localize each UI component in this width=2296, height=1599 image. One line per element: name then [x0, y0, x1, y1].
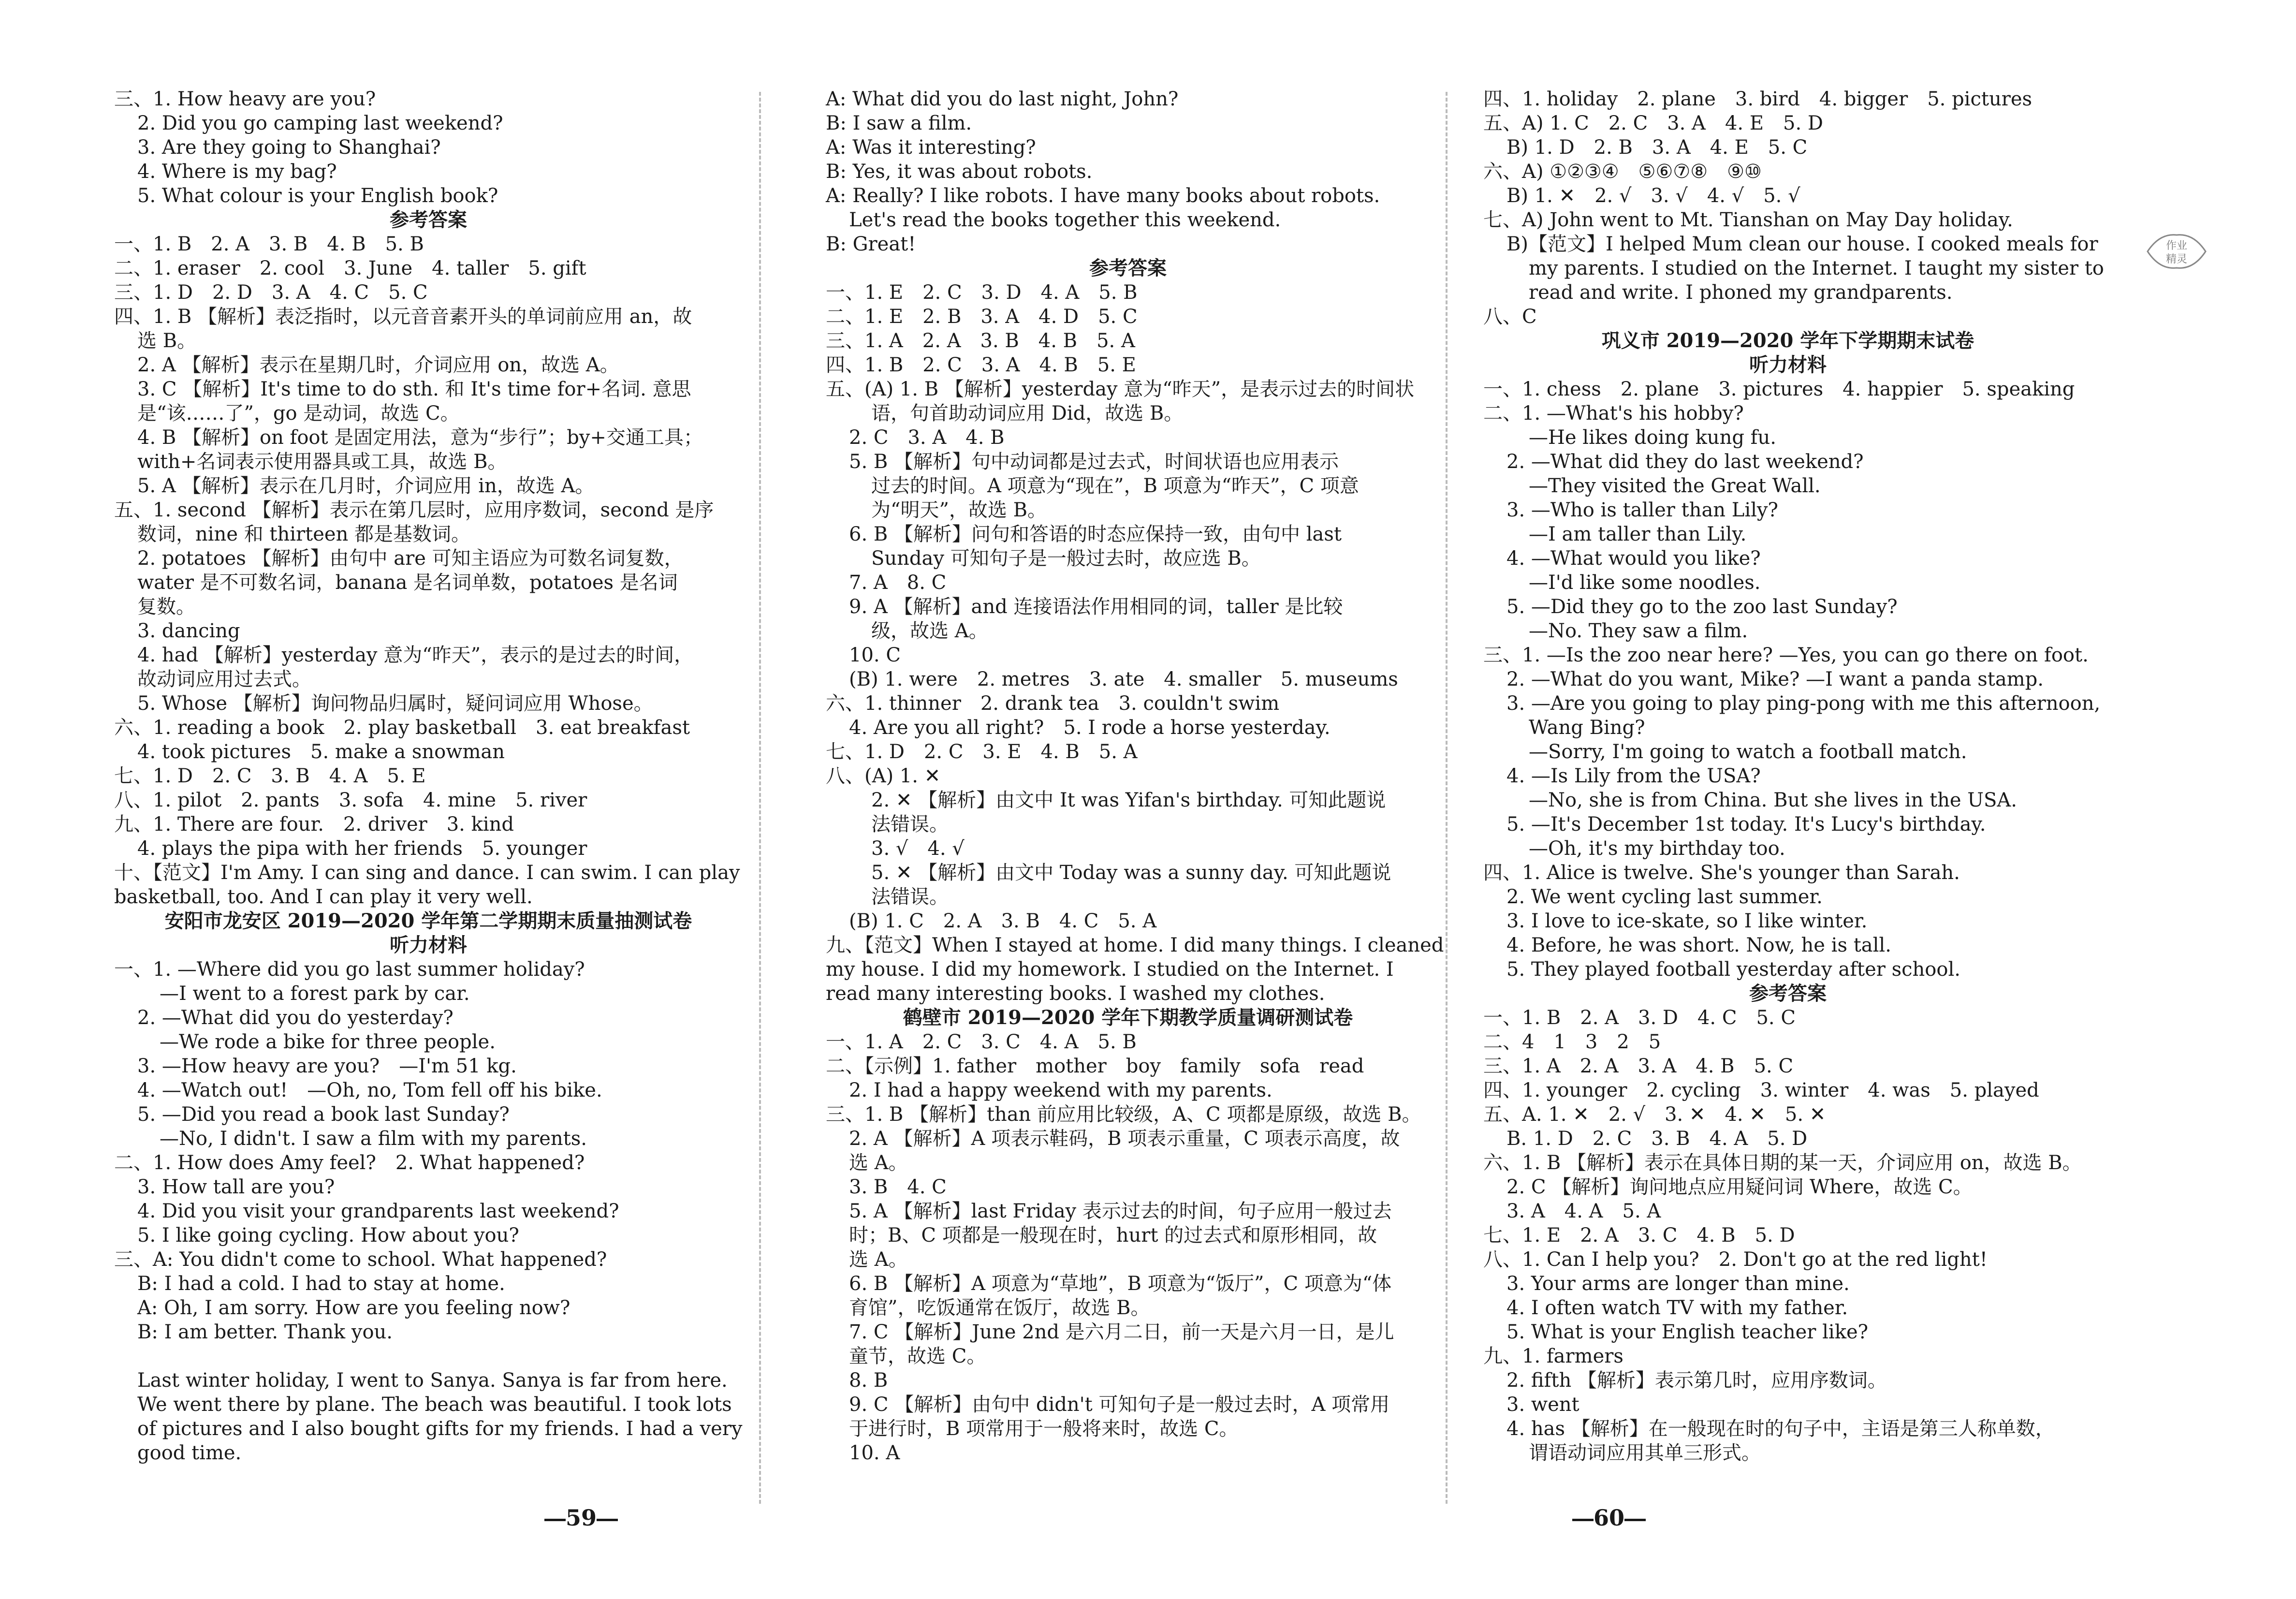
- section-heading: 参考答案: [1089, 257, 1167, 279]
- answer-line: B: Yes, it was about robots.: [826, 161, 1093, 183]
- section-heading: 听力材料: [390, 934, 467, 956]
- answer-line: —No. They saw a film.: [1529, 620, 1748, 642]
- answer-line: 5. —Did you read a book last Sunday?: [137, 1103, 510, 1126]
- answer-line: 4. took pictures 5. make a snowman: [137, 741, 505, 763]
- section-heading: 参考答案: [1749, 982, 1827, 1005]
- answer-line: 时；B、C 项都是一般现在时，hurt 的过去式和原形相同，故: [849, 1224, 1377, 1247]
- answer-line: 5. —It's December 1st today. It's Lucy's birthday.: [1506, 813, 1986, 836]
- answer-line: —I'd like some noodles.: [1529, 572, 1761, 594]
- answer-line: 2. —What do you want, Mike? —I want a panda stamp.: [1506, 668, 2044, 690]
- answer-line: 4. —What would you like?: [1506, 547, 1761, 570]
- answer-line: B: I am better. Thank you.: [137, 1321, 393, 1343]
- answer-line: 3. —How heavy are you? —I'm 51 kg.: [137, 1055, 517, 1077]
- answer-line: 故动词应用过去式。: [137, 668, 311, 690]
- answer-line: basketball, too. And I can play it very well.: [114, 886, 533, 908]
- answer-line: 一、1. —Where did you go last summer holiday?: [114, 958, 585, 981]
- answer-line: 九、【范文】When I stayed at home. I did many things. I cleaned: [826, 934, 1444, 956]
- answer-line: 法错误。: [871, 886, 949, 908]
- answer-line: 2. A 【解析】A 项表示鞋码，B 项表示重量，C 项表示高度，故: [849, 1128, 1400, 1150]
- answer-line: —No, I didn't. I saw a film with my parents.: [160, 1128, 587, 1150]
- answer-line: 5. They played football yesterday after school.: [1506, 958, 1960, 981]
- answer-line: read and write. I phoned my grandparents.: [1529, 281, 1953, 304]
- answer-line: B)【范文】I helped Mum clean our house. I cooked meals for: [1506, 233, 2098, 255]
- column-divider: [1446, 92, 1448, 1504]
- answer-line: 2. potatoes 【解析】由句中 are 可知主语应为可数名词复数，: [137, 547, 684, 570]
- answer-line: (B) 1. C 2. A 3. B 4. C 5. A: [849, 910, 1157, 932]
- answer-line: 七、1. D 2. C 3. E 4. B 5. A: [826, 741, 1138, 763]
- answer-line: 7. A 8. C: [849, 572, 947, 594]
- section-heading: 参考答案: [390, 208, 467, 231]
- answer-line: —Sorry, I'm going to watch a football match.: [1529, 741, 1967, 763]
- answer-line: 3. How tall are you?: [137, 1176, 335, 1198]
- answer-line: 四、1. holiday 2. plane 3. bird 4. bigger 5. pictures: [1483, 88, 2033, 110]
- answer-line: 九、1. There are four. 2. driver 3. kind: [114, 813, 514, 836]
- svg-text:作业: 作业: [2165, 240, 2188, 252]
- section-heading: 巩义市 2019—2020 学年下学期期末试卷: [1601, 329, 1974, 352]
- answer-line: 谓语动词应用其单三形式。: [1529, 1442, 1761, 1464]
- answer-line: A: Really? I like robots. I have many books about robots.: [826, 185, 1380, 207]
- answer-line: 3. I love to ice-skate, so I like winter.: [1506, 910, 1868, 932]
- answer-line: (B) 1. were 2. metres 3. ate 4. smaller 5. museums: [849, 668, 1398, 690]
- answer-line: 级，故选 A。: [871, 620, 988, 642]
- answer-line: B) 1. ✕ 2. √ 3. √ 4. √ 5. √: [1506, 185, 1800, 207]
- answer-line: 2. fifth 【解析】表示第几时，应用序数词。: [1506, 1369, 1887, 1392]
- answer-line: 于进行时，B 项常用于一般将来时，故选 C。: [849, 1418, 1239, 1440]
- answer-line: 5. ✕ 【解析】由文中 Today was a sunny day. 可知此题说: [871, 862, 1391, 884]
- answer-line: 4. —Watch out! —Oh, no, Tom fell off his bike.: [137, 1079, 602, 1101]
- answer-line: 6. B 【解析】问句和答语的时态应保持一致，由句中 last: [849, 523, 1342, 545]
- answer-line: 5. B 【解析】句中动词都是过去式，时间状语也应用表示: [849, 451, 1339, 473]
- answer-line: 七、1. D 2. C 3. B 4. A 5. E: [114, 765, 426, 787]
- column-divider: [759, 92, 761, 1504]
- answer-line: 选 B。: [137, 330, 197, 352]
- answer-line: 数词，nine 和 thirteen 都是基数词。: [137, 523, 471, 545]
- answer-line: Last winter holiday, I went to Sanya. Sanya is far from here.: [137, 1369, 728, 1392]
- answer-line: 3. Are they going to Shanghai?: [137, 136, 441, 159]
- answer-line: 4. Before, he was short. Now, he is tall.: [1506, 934, 1891, 956]
- answer-line: 3. dancing: [137, 620, 240, 642]
- page-number-left: 59: [544, 1505, 618, 1531]
- answer-line: 4. plays the pipa with her friends 5. younger: [137, 837, 587, 860]
- answer-line: 三、1. How heavy are you?: [114, 88, 376, 110]
- answer-line: 4. Are you all right? 5. I rode a horse yesterday.: [849, 717, 1331, 739]
- answer-line: 七、A) John went to Mt. Tianshan on May Day holiday.: [1483, 209, 2013, 231]
- answer-line: 2. ✕ 【解析】由文中 It was Yifan's birthday. 可知此题说: [871, 789, 1386, 811]
- answer-line: 二、1. E 2. B 3. A 4. D 5. C: [826, 306, 1138, 328]
- answer-line: 四、1. younger 2. cycling 3. winter 4. was 5. played: [1483, 1079, 2039, 1101]
- answer-line: 3. —Who is taller than Lily?: [1506, 499, 1778, 521]
- answer-line: my house. I did my homework. I studied on the Internet. I: [826, 958, 1394, 981]
- answer-line: 八、1. pilot 2. pants 3. sofa 4. mine 5. river: [114, 789, 587, 811]
- answer-line: 复数。: [137, 596, 195, 618]
- answer-line: 五、A) 1. C 2. C 3. A 4. E 5. D: [1483, 112, 1823, 134]
- answer-line: 五、1. second 【解析】表示在第几层时，应用序数词，second 是序: [114, 499, 714, 521]
- answer-line: 六、1. thinner 2. drank tea 3. couldn't swim: [826, 692, 1280, 715]
- answer-line: —No, she is from China. But she lives in the USA.: [1529, 789, 2017, 811]
- answer-line: 八、1. Can I help you? 2. Don't go at the red light!: [1483, 1248, 1988, 1271]
- answer-line: B: I saw a film.: [826, 112, 972, 134]
- answer-line: 二、1. eraser 2. cool 3. June 4. taller 5. gift: [114, 257, 586, 279]
- answer-line: good time.: [137, 1442, 242, 1464]
- answer-line: 4. has 【解析】在一般现在时的句子中，主语是第三人称单数，: [1506, 1418, 2055, 1440]
- answer-line: 7. C 【解析】June 2nd 是六月二日，前一天是六月一日，是儿: [849, 1321, 1394, 1343]
- answer-line: 2. We went cycling last summer.: [1506, 886, 1823, 908]
- answer-line: 过去的时间。A 项意为“现在”，B 项意为“昨天”，C 项意: [871, 475, 1359, 497]
- page-number-right: 60: [1572, 1505, 1646, 1531]
- answer-line: —He likes doing kung fu.: [1529, 426, 1776, 449]
- answer-line: 育馆”，吃饭通常在饭厅，故选 B。: [849, 1297, 1150, 1319]
- answer-line: 3. √ 4. √: [871, 837, 965, 860]
- answer-line: 选 A。: [849, 1248, 908, 1271]
- answer-line: 四、1. B 2. C 3. A 4. B 5. E: [826, 354, 1136, 376]
- answer-line: of pictures and I also bought gifts for my friends. I had a very: [137, 1418, 743, 1440]
- answer-line: 三、1. A 2. A 3. B 4. B 5. A: [826, 330, 1135, 352]
- answer-line: 5. I like going cycling. How about you?: [137, 1224, 519, 1247]
- answer-line: —I am taller than Lily.: [1529, 523, 1747, 545]
- answer-line: [114, 1344, 743, 1368]
- answer-line: 三、1. A 2. A 3. A 4. B 5. C: [1483, 1055, 1794, 1077]
- left-column: [114, 87, 743, 1489]
- answer-line: Let's read the books together this weekend.: [849, 209, 1281, 231]
- answer-line: 六、1. reading a book 2. play basketball 3. eat breakfast: [114, 717, 690, 739]
- answer-line: B. 1. D 2. C 3. B 4. A 5. D: [1506, 1128, 1808, 1150]
- answer-line: 3. Your arms are longer than mine.: [1506, 1273, 1850, 1295]
- answer-line: water 是不可数名词，banana 是名词单数，potatoes 是名词: [137, 572, 678, 594]
- svg-text:精灵: 精灵: [2165, 253, 2188, 265]
- answer-line: 八、(A) 1. ✕: [826, 765, 941, 787]
- answer-line: 5. —Did they go to the zoo last Sunday?: [1506, 596, 1898, 618]
- answer-line: 2. C 3. A 4. B: [849, 426, 1005, 449]
- answer-line: 二、【示例】1. father mother boy family sofa read: [826, 1055, 1364, 1077]
- homework-stamp-icon: [2143, 227, 2210, 276]
- answer-line: 一、1. B 2. A 3. D 4. C 5. C: [1483, 1007, 1796, 1029]
- answer-line: 10. C: [849, 644, 901, 666]
- answer-line: 五、A. 1. ✕ 2. √ 3. ✕ 4. ✕ 5. ✕: [1483, 1103, 1826, 1126]
- answer-line: 2. I had a happy weekend with my parents.: [849, 1079, 1272, 1101]
- answer-line: 2. —What did they do last weekend?: [1506, 451, 1864, 473]
- answer-line: with+名词表示使用器具或工具，故选 B。: [137, 451, 507, 473]
- answer-line: 一、1. A 2. C 3. C 4. A 5. B: [826, 1031, 1137, 1053]
- answer-line: 五、(A) 1. B 【解析】yesterday 意为“昨天”，是表示过去的时间状: [826, 378, 1415, 400]
- answer-line: 5. A 【解析】表示在几月时，介词应用 in，故选 A。: [137, 475, 595, 497]
- answer-line: 3. went: [1506, 1394, 1579, 1416]
- answer-line: 6. B 【解析】A 项意为“草地”，B 项意为“饭厅”，C 项意为“体: [849, 1273, 1392, 1295]
- section-heading: 听力材料: [1749, 353, 1827, 376]
- answer-line: 八、C: [1483, 306, 1537, 328]
- answer-line: 六、1. B 【解析】表示在具体日期的某一天，介词应用 on，故选 B。: [1483, 1152, 2082, 1174]
- answer-line: 3. A 4. A 5. A: [1506, 1200, 1661, 1222]
- answer-line: A: What did you do last night, John?: [826, 88, 1179, 110]
- answer-line: 10. A: [849, 1442, 900, 1464]
- answer-line: 九、1. farmers: [1483, 1345, 1623, 1367]
- answer-line: 四、1. Alice is twelve. She's younger than Sarah.: [1483, 862, 1960, 884]
- answer-line: 4. Where is my bag?: [137, 161, 337, 183]
- answer-line: 4. had 【解析】yesterday 意为“昨天”，表示的是过去的时间，: [137, 644, 694, 666]
- answer-line: 3. C 【解析】It's time to do sth. 和 It's time for+名词. 意思: [137, 378, 691, 400]
- answer-line: 3. —Are you going to play ping-pong with me this afternoon,: [1506, 692, 2101, 715]
- answer-line: 4. B 【解析】on foot 是固定用法，意为“步行”；by+交通工具；: [137, 426, 703, 449]
- answer-line: A: Was it interesting?: [826, 136, 1036, 159]
- answer-line: 3. B 4. C: [849, 1176, 947, 1198]
- answer-line: 七、1. E 2. A 3. C 4. B 5. D: [1483, 1224, 1795, 1247]
- answer-line: B: I had a cold. I had to stay at home.: [137, 1273, 505, 1295]
- answer-line: B: Great!: [826, 233, 916, 255]
- answer-line: 三、1. —Is the zoo near here? —Yes, you can go there on foot.: [1483, 644, 2089, 666]
- answer-line: Sunday 可知句子是一般过去时，故应选 B。: [871, 547, 1261, 570]
- section-heading: 鹤壁市 2019—2020 学年下期教学质量调研测试卷: [903, 1006, 1353, 1029]
- answer-line: Wang Bing?: [1529, 717, 1645, 739]
- answer-line: —Oh, it's my birthday too.: [1529, 837, 1785, 860]
- answer-line: 法错误。: [871, 813, 949, 836]
- answer-line: 三、1. D 2. D 3. A 4. C 5. C: [114, 281, 428, 304]
- answer-line: 2. A 【解析】表示在星期几时，介词应用 on，故选 A。: [137, 354, 619, 376]
- answer-line: B) 1. D 2. B 3. A 4. E 5. C: [1506, 136, 1808, 159]
- middle-column: [826, 87, 1444, 1489]
- answer-line: 选 A。: [849, 1152, 908, 1174]
- answer-line: 童节，故选 C。: [849, 1345, 986, 1367]
- answer-line: —I went to a forest park by car.: [160, 983, 470, 1005]
- answer-line: 二、1. —What's his hobby?: [1483, 402, 1744, 425]
- answer-line: A: Oh, I am sorry. How are you feeling now?: [137, 1297, 570, 1319]
- section-heading: 安阳市龙安区 2019—2020 学年第二学期期末质量抽测试卷: [164, 910, 692, 932]
- answer-line: 4. —Is Lily from the USA?: [1506, 765, 1761, 787]
- answer-line: 三、A: You didn't come to school. What happened?: [114, 1248, 607, 1271]
- answer-line: 8. B: [849, 1369, 888, 1392]
- answer-line: 一、1. chess 2. plane 3. pictures 4. happier 5. speaking: [1483, 378, 2075, 400]
- answer-line: 5. What colour is your English book?: [137, 185, 498, 207]
- answer-line: read many interesting books. I washed my clothes.: [826, 983, 1325, 1005]
- answer-line: 2. —What did you do yesterday?: [137, 1007, 453, 1029]
- answer-line: 一、1. B 2. A 3. B 4. B 5. B: [114, 233, 424, 255]
- answer-line: 4. I often watch TV with my father.: [1506, 1297, 1848, 1319]
- answer-line: 2. C 【解析】询问地点应用疑问词 Where，故选 C。: [1506, 1176, 1973, 1198]
- answer-line: 4. Did you visit your grandparents last weekend?: [137, 1200, 619, 1222]
- answer-line: 六、A) ①②③④ ⑤⑥⑦⑧ ⑨⑩: [1483, 161, 1762, 183]
- answer-line: 5. Whose 【解析】询问物品归属时，疑问词应用 Whose。: [137, 692, 653, 715]
- answer-line: 是“该……了”，go 是动词，故选 C。: [137, 402, 460, 425]
- answer-line: 为“明天”，故选 B。: [871, 499, 1047, 521]
- answer-line: 十、【范文】I'm Amy. I can sing and dance. I can swim. I can play: [114, 862, 740, 884]
- answer-line: 5. A 【解析】last Friday 表示过去的时间，句子应用一般过去: [849, 1200, 1392, 1222]
- answer-line: 语，句首助动词应用 Did，故选 B。: [871, 402, 1184, 425]
- answer-line: 四、1. B 【解析】表泛指时，以元音音素开头的单词前应用 an，故: [114, 306, 692, 328]
- answer-line: 9. C 【解析】由句中 didn't 可知句子是一般过去时，A 项常用: [849, 1394, 1390, 1416]
- answer-line: 9. A 【解析】and 连接语法作用相同的词，taller 是比较: [849, 596, 1343, 618]
- answer-line: my parents. I studied on the Internet. I taught my sister to: [1529, 257, 2104, 279]
- answer-line: We went there by plane. The beach was beautiful. I took lots: [137, 1394, 732, 1416]
- answer-line: —They visited the Great Wall.: [1529, 475, 1821, 497]
- answer-line: 5. What is your English teacher like?: [1506, 1321, 1869, 1343]
- answer-line: 二、4 1 3 2 5: [1483, 1031, 1661, 1053]
- answer-line: 二、1. How does Amy feel? 2. What happened?: [114, 1152, 585, 1174]
- answer-line: 一、1. E 2. C 3. D 4. A 5. B: [826, 281, 1138, 304]
- answer-line: —We rode a bike for three people.: [160, 1031, 496, 1053]
- answer-line: 2. Did you go camping last weekend?: [137, 112, 503, 134]
- answer-line: 三、1. B 【解析】than 前应用比较级，A、C 项都是原级，故选 B。: [826, 1103, 1421, 1126]
- right-column: [1483, 87, 2104, 1489]
